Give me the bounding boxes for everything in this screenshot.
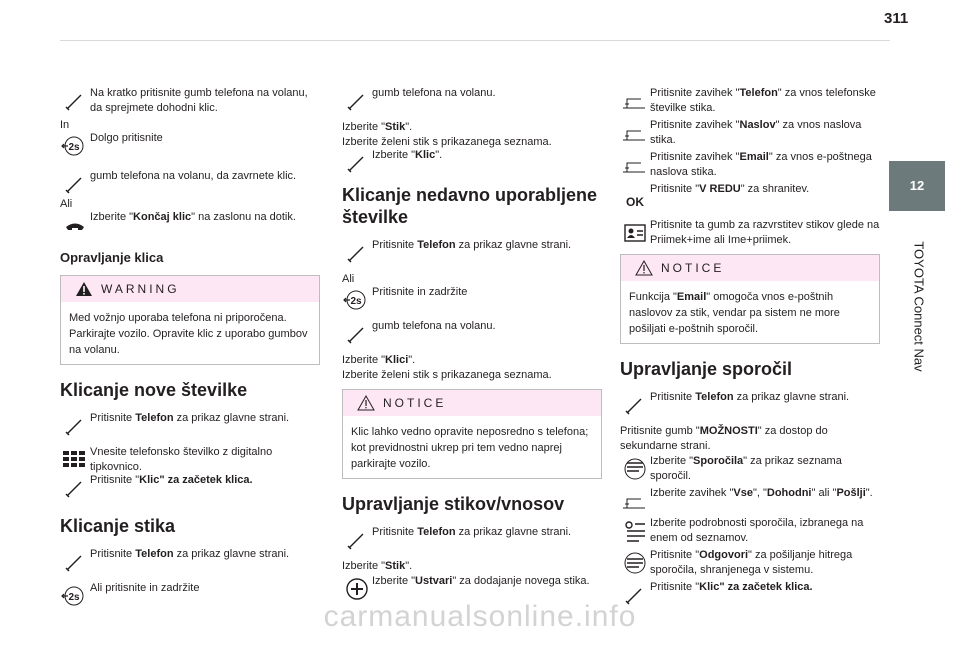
hang-up-icon bbox=[60, 212, 90, 238]
press-icon bbox=[60, 475, 90, 501]
list-item: Pritisnite Telefon za prikaz glavne strani. bbox=[342, 238, 602, 266]
add-circle-icon bbox=[342, 576, 372, 602]
paragraph: In bbox=[60, 119, 70, 131]
reply-icon bbox=[620, 550, 650, 576]
keypad-icon bbox=[60, 447, 90, 473]
tab-icon bbox=[620, 120, 650, 146]
chapter-tab[interactable]: 12 bbox=[889, 161, 945, 211]
press-icon bbox=[342, 88, 372, 114]
long-press-2s-icon bbox=[60, 133, 90, 159]
notice-box bbox=[620, 254, 880, 344]
list-item: Pritisnite Telefon za prikaz glavne strani. bbox=[342, 525, 602, 553]
press-icon bbox=[342, 240, 372, 266]
notice-icon bbox=[635, 260, 653, 276]
section-heading: Klicanje nedavno uporabljene številke bbox=[342, 185, 598, 227]
header-rule bbox=[60, 40, 890, 41]
press-icon bbox=[342, 527, 372, 553]
list-item: Pritisnite "Klic" za začetek klica. bbox=[60, 473, 320, 501]
notice-title: NOTICE bbox=[661, 260, 725, 275]
tab-icon bbox=[620, 88, 650, 114]
notice-icon bbox=[357, 395, 375, 411]
section-heading: Opravljanje klica bbox=[60, 250, 164, 265]
warning-box bbox=[60, 275, 320, 365]
paragraph: Izberite "Stik". bbox=[342, 121, 413, 133]
list-item: gumb telefona na volanu. bbox=[342, 319, 602, 347]
tab-icon bbox=[620, 152, 650, 178]
press-icon bbox=[60, 549, 90, 575]
list-item: Pritisnite "Odgovori" za pošiljanje hitrega sporočila, shranjenega v sistemu. bbox=[620, 548, 880, 578]
press-icon bbox=[60, 413, 90, 439]
list-item: Izberite podrobnosti sporočila, izbranega na enem od seznamov. bbox=[620, 516, 880, 546]
press-icon bbox=[60, 88, 90, 114]
paragraph: Izberite želeni stik s prikazanega seznama. bbox=[342, 369, 552, 381]
paragraph: Ali bbox=[342, 273, 355, 285]
list-item: Pritisnite Telefon za prikaz glavne strani. bbox=[60, 547, 320, 575]
press-icon bbox=[620, 392, 650, 418]
paragraph: Ali bbox=[60, 198, 73, 210]
warning-text: Med vožnjo uporaba telefona ni priporočena. Parkirajte vozilo. Opravite klic z uporabo gumbov na volanu. bbox=[61, 302, 319, 364]
section-heading: Upravljanje stikov/vnosov bbox=[342, 494, 565, 514]
list-item: Pritisnite "Klic" za začetek klica. bbox=[620, 580, 880, 608]
warning-icon bbox=[75, 281, 93, 297]
sort-contacts-icon bbox=[620, 220, 650, 246]
list-item: gumb telefona na volanu, da zavrnete klic. bbox=[60, 169, 320, 197]
column-1 bbox=[60, 86, 320, 615]
column-2 bbox=[342, 86, 602, 608]
list-item: Izberite "Klic". bbox=[342, 148, 602, 176]
list-item: Pritisnite zavihek "Naslov" za vnos naslova stika. bbox=[620, 118, 880, 148]
list-item: Pritisnite Telefon za prikaz glavne strani. bbox=[620, 390, 880, 418]
list-item: OK Pritisnite "V REDU" za shranitev. bbox=[620, 182, 880, 210]
page-number: 311 bbox=[884, 10, 909, 27]
list-item: Na kratko pritisnite gumb telefona na volanu, da sprejmete dohodni klic. bbox=[60, 86, 320, 116]
list-item: Pritisnite zavihek "Email" za vnos e-poštnega naslova stika. bbox=[620, 150, 880, 180]
section-heading: Upravljanje sporočil bbox=[620, 359, 793, 379]
warning-title: WARNING bbox=[101, 281, 180, 296]
notice-text: Klic lahko vedno opravite neposredno s telefona; kot previdnostni ukrep pri tem vedno naprej parkirajte vozilo. bbox=[343, 416, 601, 478]
notice-box bbox=[342, 389, 602, 479]
list-item: Vnesite telefonsko številko z digitalno tipkovnico. bbox=[60, 445, 320, 475]
column-3 bbox=[620, 86, 880, 614]
paragraph: Izberite želeni stik s prikazanega seznama. bbox=[342, 136, 552, 148]
paragraph: Izberite "Klici". bbox=[342, 354, 416, 366]
list-item: Izberite "Ustvari" za dodajanje novega stika. bbox=[342, 574, 602, 602]
watermark: carmanualsonline.info bbox=[323, 600, 637, 633]
tab-icon bbox=[620, 488, 650, 514]
list-item: Izberite zavihek "Vse", "Dohodni" ali "Pošlji". bbox=[620, 486, 880, 514]
section-heading: Klicanje stika bbox=[60, 516, 176, 536]
notice-text: Funkcija "Email" omogoča vnos e-poštnih naslovov za stik, vendar pa sistem ne more pošiljati e-poštnih sporočil. bbox=[621, 281, 879, 343]
messages-icon bbox=[620, 456, 650, 482]
list-item: Dolgo pritisnite bbox=[60, 131, 320, 159]
list-item: Ali pritisnite in zadržite bbox=[60, 581, 320, 609]
press-icon bbox=[342, 150, 372, 176]
section-heading: Klicanje nove številke bbox=[60, 380, 248, 400]
list-item: Pritisnite in zadržite bbox=[342, 285, 602, 313]
paragraph: Pritisnite gumb "MOŽNOSTI" za dostop do sekundarne strani. bbox=[620, 425, 828, 452]
list-item: Pritisnite Telefon za prikaz glavne strani. bbox=[60, 411, 320, 439]
ok-button-icon: OK bbox=[626, 195, 644, 209]
long-press-2s-icon bbox=[342, 287, 372, 313]
paragraph: Izberite "Stik". bbox=[342, 560, 413, 572]
press-icon bbox=[342, 321, 372, 347]
chapter-label: TOYOTA Connect Nav bbox=[911, 240, 927, 372]
notice-title: NOTICE bbox=[383, 395, 447, 410]
message-details-icon bbox=[620, 518, 650, 544]
list-item: Pritisnite ta gumb za razvrstitev stikov glede na Priimek+ime ali Ime+priimek. bbox=[620, 218, 880, 248]
list-item: Izberite "Končaj klic" na zaslonu na dotik. bbox=[60, 210, 320, 238]
list-item: Izberite "Sporočila" za prikaz seznama sporočil. bbox=[620, 454, 880, 484]
press-icon bbox=[60, 171, 90, 197]
list-item: Pritisnite zavihek "Telefon" za vnos telefonske številke stika. bbox=[620, 86, 880, 116]
list-item: gumb telefona na volanu. bbox=[342, 86, 602, 114]
